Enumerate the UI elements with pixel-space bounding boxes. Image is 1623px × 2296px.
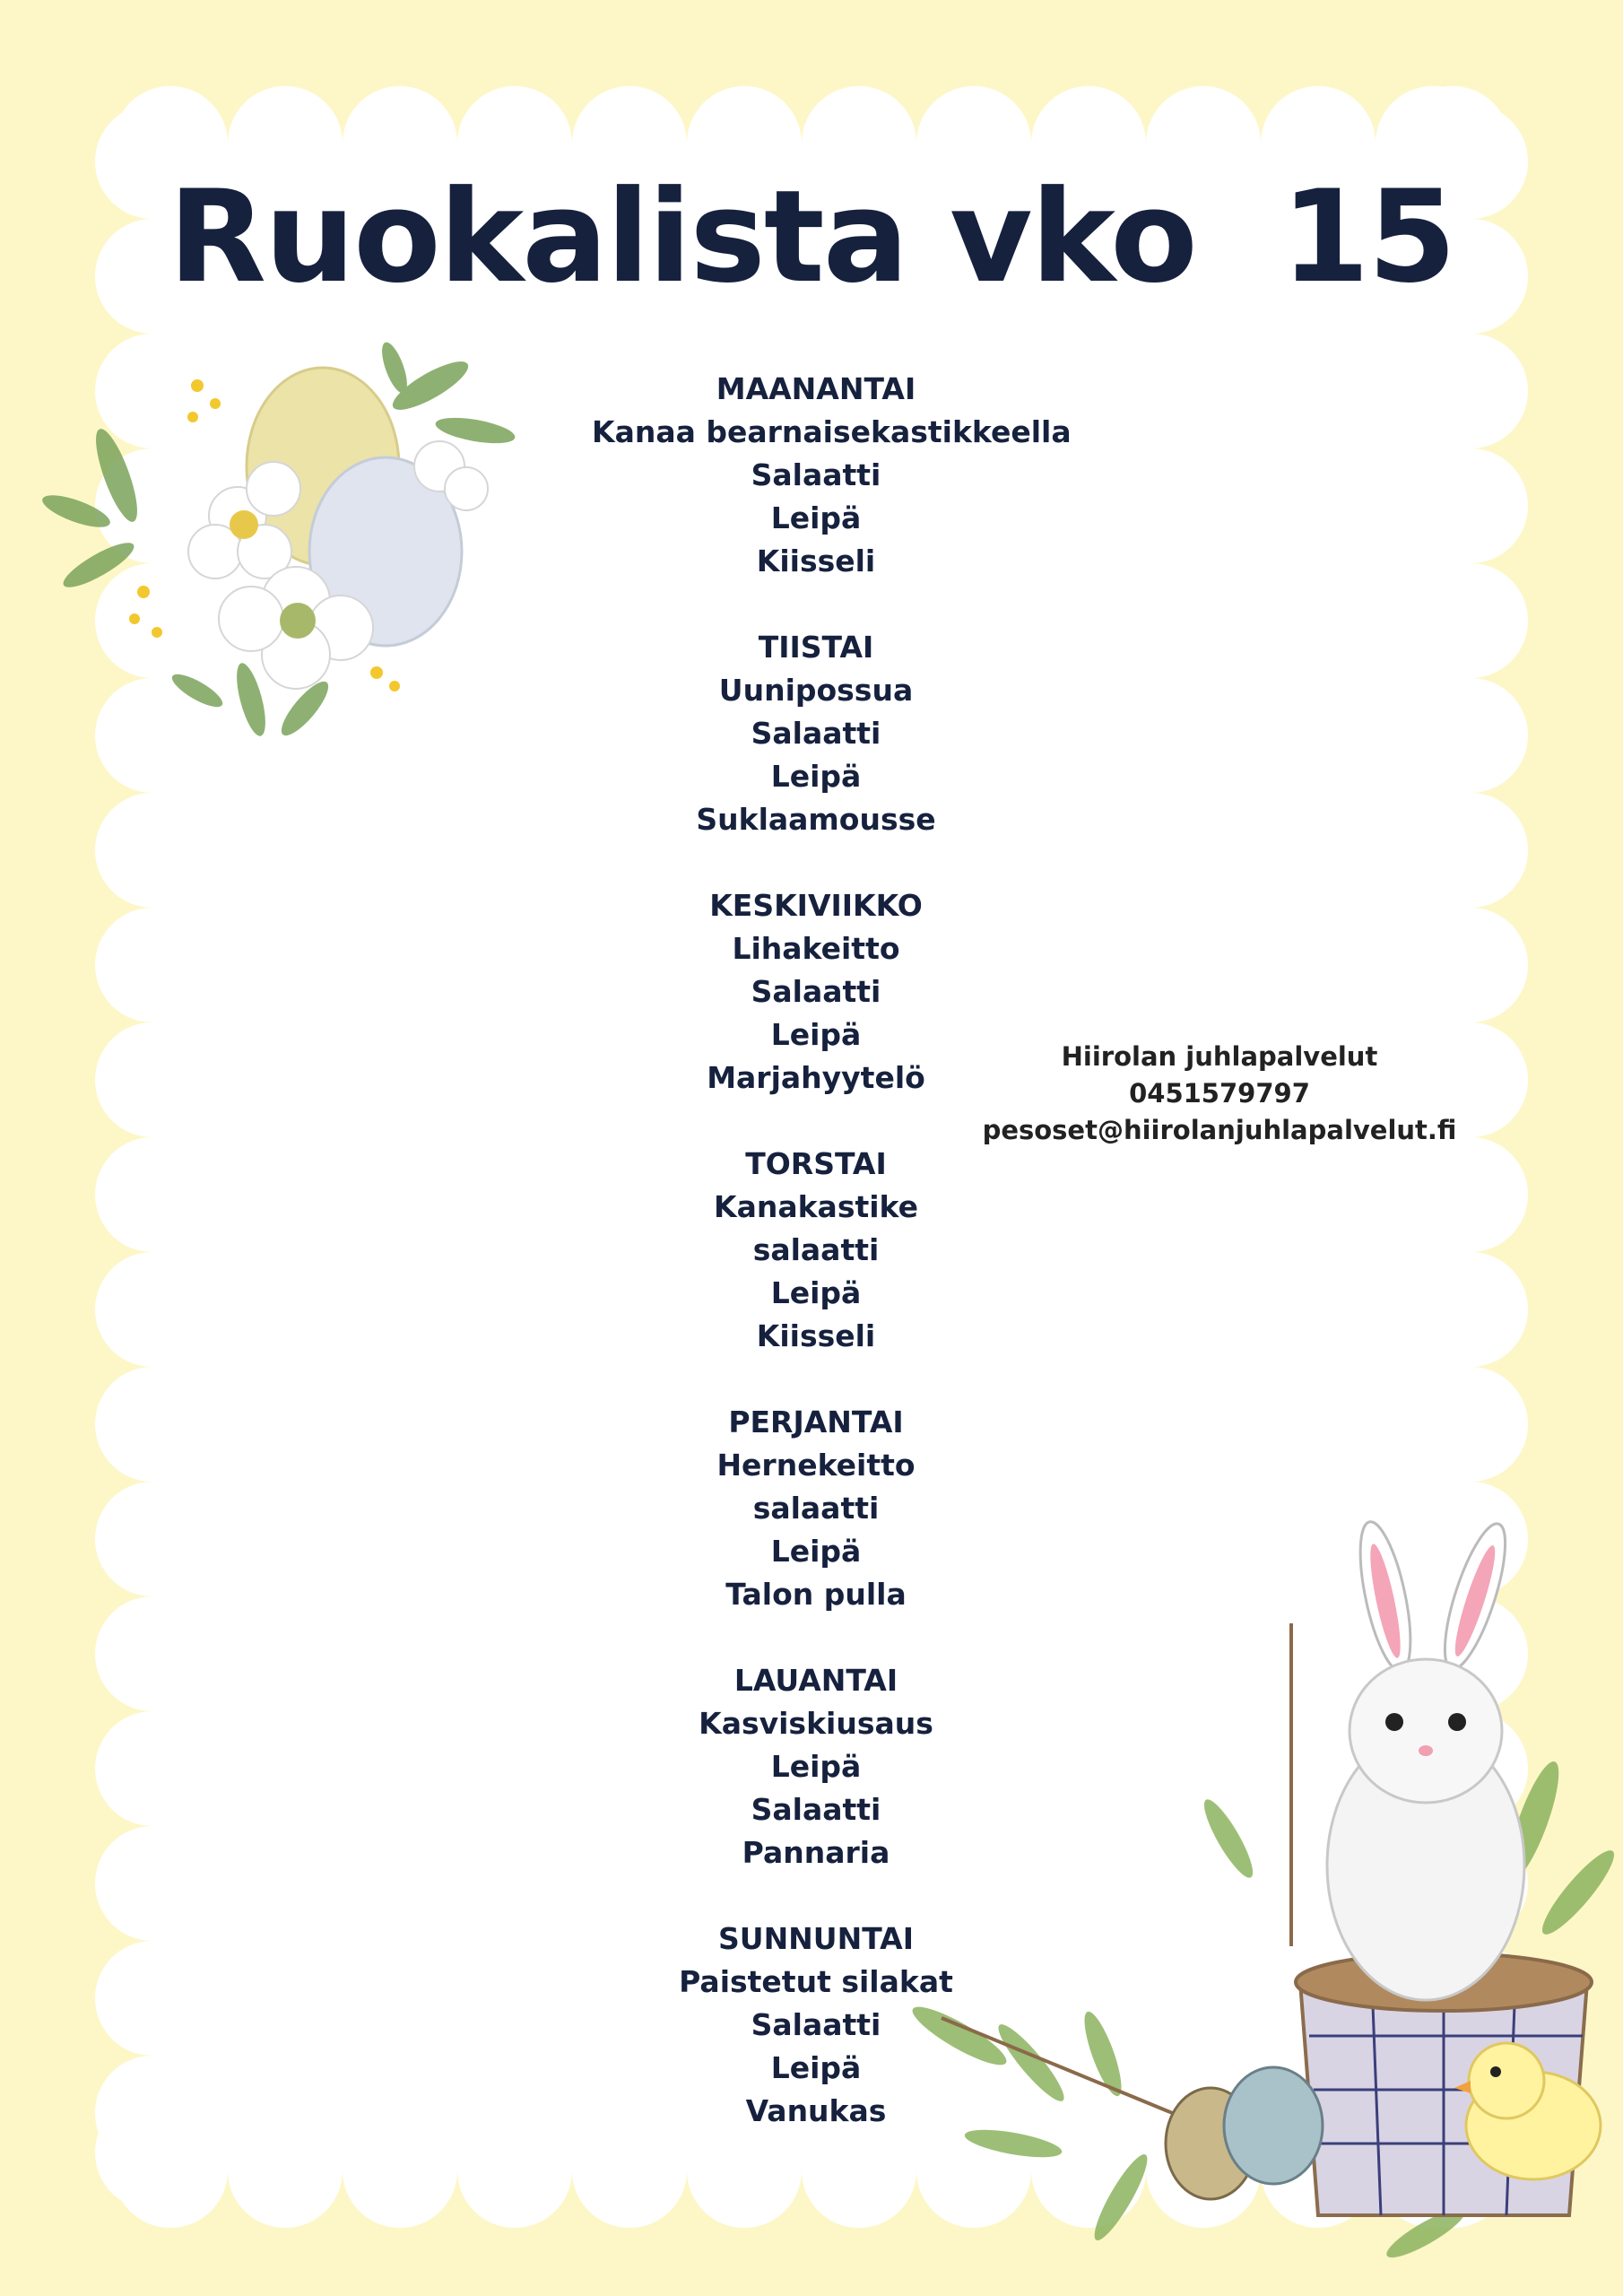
dish: Kanakastike	[714, 1189, 918, 1224]
company-name: Hiirolan juhlapalvelut	[1061, 1041, 1378, 1072]
day-name: LAUANTAI	[733, 1663, 898, 1698]
day-name: TIISTAI	[758, 630, 874, 665]
day-name: SUNNUNTAI	[718, 1921, 914, 1956]
dish: Vanukas	[745, 2093, 887, 2128]
dish: Kasviskiusaus	[699, 1706, 933, 1741]
dish: Leipä	[770, 759, 862, 794]
dish: Salaatti	[751, 974, 881, 1009]
day-name: KESKIVIIKKO	[709, 888, 923, 923]
day-name: MAANANTAI	[716, 371, 916, 406]
dish: Salaatti	[751, 457, 881, 492]
day-block	[592, 626, 1040, 841]
dish: Leipä	[770, 2050, 862, 2085]
day-block	[592, 1143, 1040, 1358]
easter-egg-flower-bouquet-icon	[36, 332, 556, 762]
dish: Leipä	[770, 1749, 862, 1784]
dish: Salaatti	[751, 2007, 881, 2042]
dish: Talon pulla	[725, 1577, 907, 1612]
dish: Salaatti	[751, 1792, 881, 1827]
easter-bunny-basket-icon	[888, 1516, 1614, 2287]
dish: Lihakeitto	[732, 931, 900, 966]
dish: Hernekeitto	[716, 1448, 916, 1483]
day-name: TORSTAI	[745, 1146, 887, 1181]
dish: Kiisseli	[756, 1318, 876, 1353]
dish: Leipä	[770, 1275, 862, 1310]
email-address: pesoset@hiirolanjuhlapalvelut.fi	[982, 1115, 1457, 1145]
dish: Pannaria	[742, 1835, 890, 1870]
dish: Leipä	[770, 1534, 862, 1569]
contact-info	[933, 1039, 1506, 1149]
phone-number: 0451579797	[1129, 1078, 1310, 1109]
day-block	[592, 368, 1072, 583]
dish: Leipä	[770, 1017, 862, 1052]
page-title: Ruokalista vko 15	[168, 163, 1455, 311]
dish: salaatti	[752, 1232, 880, 1267]
dish: Uunipossua	[718, 673, 914, 708]
dish: Salaatti	[751, 716, 881, 751]
dish: Kiisseli	[756, 544, 876, 578]
dish: Kanaa bearnaisekastikkeella	[592, 414, 1072, 449]
dish: Suklaamousse	[696, 802, 936, 837]
dish: salaatti	[752, 1491, 880, 1526]
day-name: PERJANTAI	[728, 1405, 904, 1439]
dish: Leipä	[770, 500, 862, 535]
dish: Paistetut silakat	[679, 1964, 953, 1999]
dish: Marjahyytelö	[707, 1060, 925, 1095]
